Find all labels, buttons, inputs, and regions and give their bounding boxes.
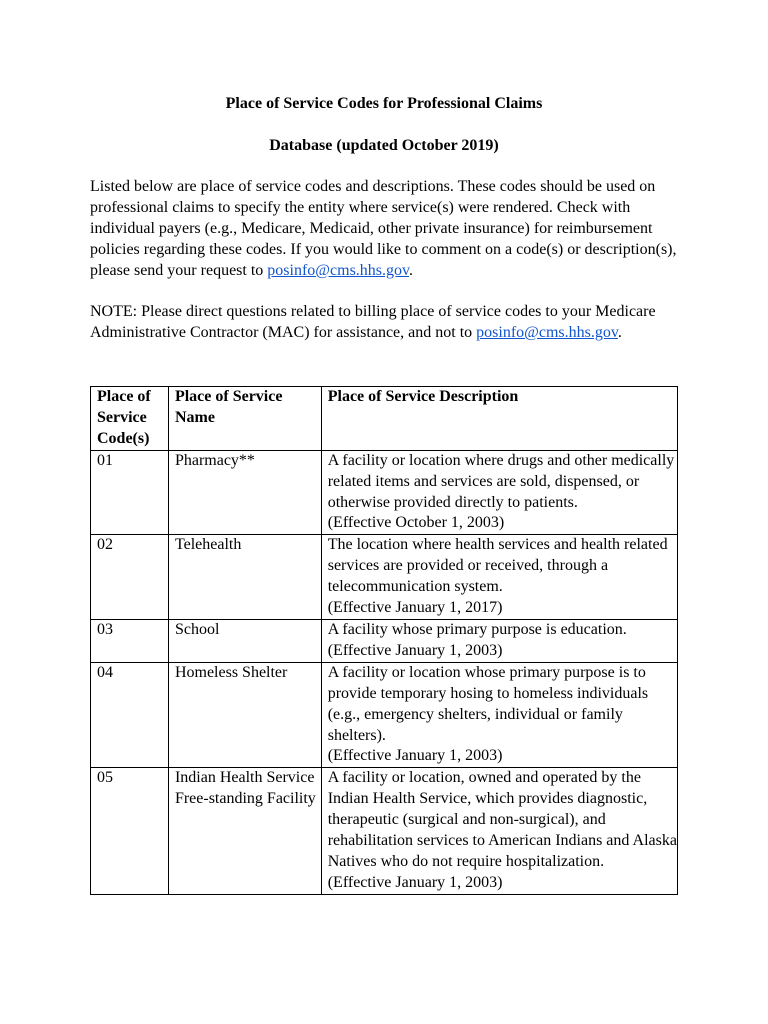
note-email-link[interactable]: posinfo@cms.hhs.gov [476,323,618,341]
note-paragraph [90,302,680,344]
header-name: Place of Service Name [168,387,321,451]
row-description: The location where health services and health related services are provided or received, through a telecommunication system. [327,536,668,596]
table-row [91,450,678,535]
row-description: A facility or location where drugs and other medically related items and services are sold, dispensed, or otherwise provided directly to patients. [327,451,675,511]
row-description-cell [321,450,677,535]
row-code: 01 [91,450,169,535]
row-description-cell [321,662,677,768]
note-end: . [617,323,622,341]
row-effective-date: (Effective January 1, 2003) [327,747,503,765]
intro-email-link[interactable]: posinfo@cms.hhs.gov [267,261,409,279]
row-effective-date: (Effective January 1, 2003) [327,873,503,891]
table-row [91,619,678,662]
table-row [91,768,678,894]
row-description-cell [321,535,677,620]
row-name: School [168,619,321,662]
row-effective-date: (Effective October 1, 2003) [327,514,505,532]
row-description: A facility whose primary purpose is education. [327,620,627,638]
intro-end: . [408,261,413,279]
place-of-service-table [90,386,678,895]
row-name: Indian Health Service Free-standing Facility [168,768,321,894]
row-code: 04 [91,662,169,768]
row-code: 03 [91,619,169,662]
table-row [91,662,678,768]
table-header-row [91,387,678,451]
header-code: Place of Service Code(s) [91,387,169,451]
row-description: A facility or location, owned and operated by the Indian Health Service, which provides diagnostic, therapeutic (surgical and non-surgical), and rehabilitation services to American Indians and Alaska Natives who do not require hospitalization. [327,769,677,870]
row-code: 02 [91,535,169,620]
row-description: A facility or location whose primary purpose is to provide temporary hosing to homeless individuals (e.g., emergency shelters, individual or family shelters). [327,663,649,744]
row-effective-date: (Effective January 1, 2003) [327,641,503,659]
row-code: 05 [91,768,169,894]
intro-text: Listed below are place of service codes and descriptions. These codes should be used on professional claims to specify the entity where service(s) were rendered. Check with individual payers (e.g., Medicare, Medicaid, other private insurance) for reimbursement policies regarding these codes. If you would like to comment on a code(s) or description(s), please send your request to [90,178,677,279]
note-text: NOTE: Please direct questions related to billing place of service codes to your Medicare Administrative Contractor (MAC) for assistance, and not to [90,303,656,341]
row-name: Homeless Shelter [168,662,321,768]
row-description-cell [321,619,677,662]
row-name: Telehealth [168,535,321,620]
row-name: Pharmacy** [168,450,321,535]
intro-paragraph [90,177,680,282]
table-row [91,535,678,620]
row-description-cell [321,768,677,894]
row-effective-date: (Effective January 1, 2017) [327,599,503,617]
document-subtitle: Database (updated October 2019) [269,137,499,154]
document-title: Place of Service Codes for Professional Claims [225,95,543,112]
header-description: Place of Service Description [321,387,677,451]
